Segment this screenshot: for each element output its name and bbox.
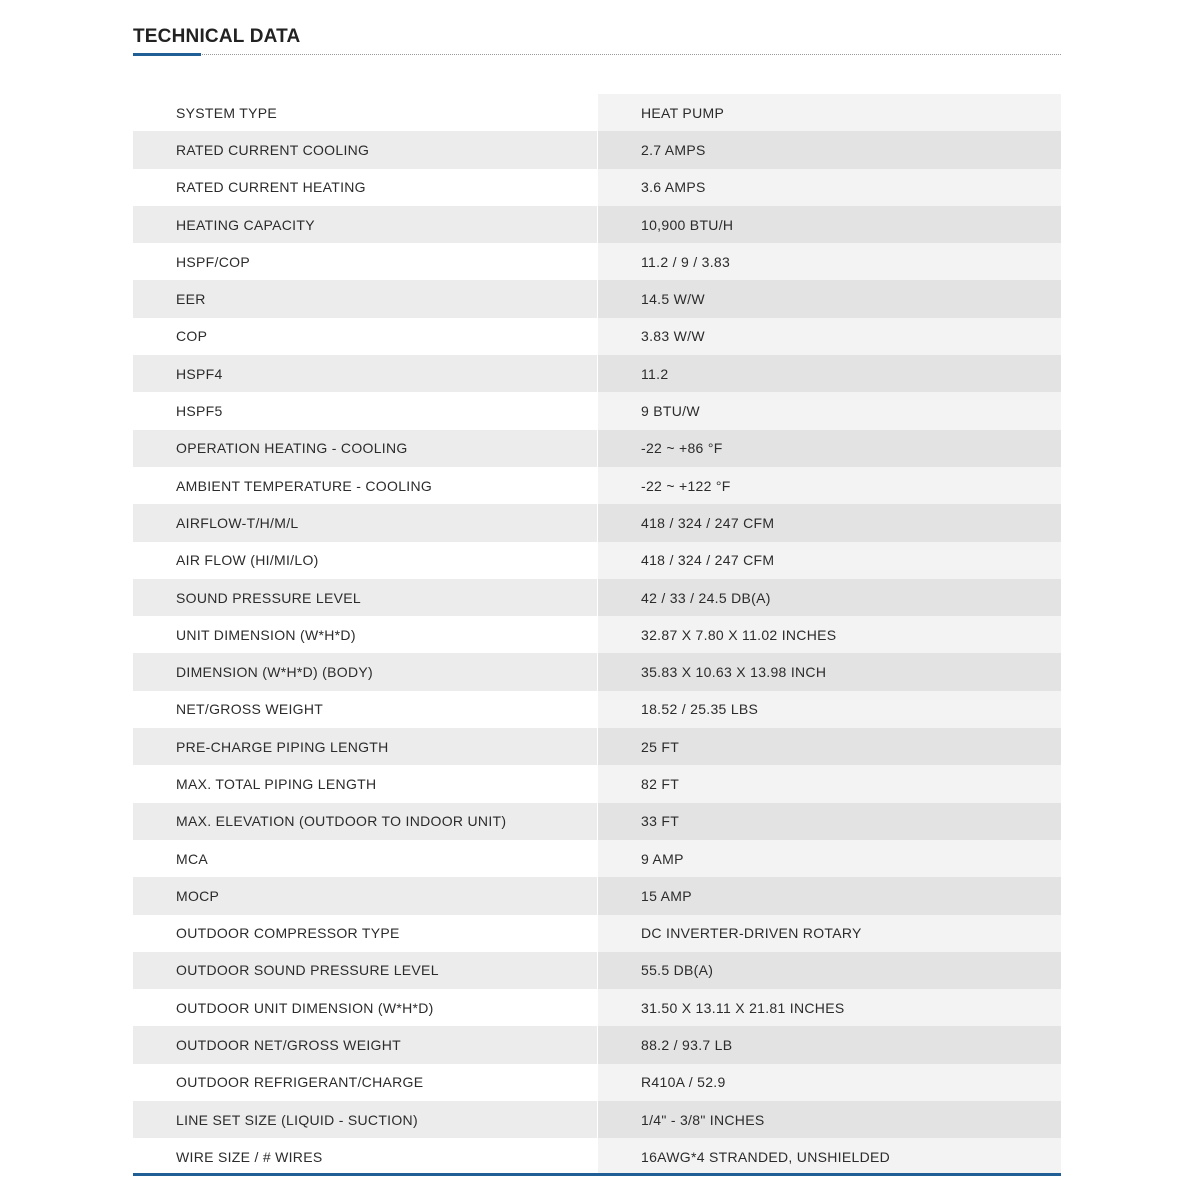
- spec-label: RATED CURRENT COOLING: [133, 131, 597, 168]
- spec-value: 418 / 324 / 247 CFM: [597, 542, 1061, 579]
- table-row: [133, 1138, 1061, 1175]
- spec-value: 35.83 X 10.63 X 13.98 INCH: [597, 653, 1061, 690]
- spec-value: -22 ~ +122 °F: [597, 467, 1061, 504]
- spec-value: DC INVERTER-DRIVEN ROTARY: [597, 915, 1061, 952]
- spec-label: HEATING CAPACITY: [133, 206, 597, 243]
- spec-label: SYSTEM TYPE: [133, 94, 597, 131]
- table-row: [133, 206, 1061, 243]
- table-row: [133, 691, 1061, 728]
- spec-label: WIRE SIZE / # WIRES: [133, 1138, 597, 1175]
- spec-value: 9 AMP: [597, 840, 1061, 877]
- spec-value: 18.52 / 25.35 LBS: [597, 691, 1061, 728]
- table-row: [133, 989, 1061, 1026]
- spec-value: 1/4" - 3/8" INCHES: [597, 1101, 1061, 1138]
- spec-value: 9 BTU/W: [597, 392, 1061, 429]
- spec-label: OUTDOOR COMPRESSOR TYPE: [133, 915, 597, 952]
- spec-value: 15 AMP: [597, 877, 1061, 914]
- spec-value: 11.2: [597, 355, 1061, 392]
- table-row: [133, 243, 1061, 280]
- spec-label: OUTDOOR SOUND PRESSURE LEVEL: [133, 952, 597, 989]
- spec-label: DIMENSION (W*H*D) (BODY): [133, 653, 597, 690]
- spec-value: 31.50 X 13.11 X 21.81 INCHES: [597, 989, 1061, 1026]
- spec-label: LINE SET SIZE (LIQUID - SUCTION): [133, 1101, 597, 1138]
- spec-label: MAX. ELEVATION (OUTDOOR TO INDOOR UNIT): [133, 803, 597, 840]
- spec-value: 11.2 / 9 / 3.83: [597, 243, 1061, 280]
- spec-label: MAX. TOTAL PIPING LENGTH: [133, 765, 597, 802]
- spec-value: HEAT PUMP: [597, 94, 1061, 131]
- table-row: [133, 542, 1061, 579]
- spec-label: HSPF5: [133, 392, 597, 429]
- spec-label: OUTDOOR UNIT DIMENSION (W*H*D): [133, 989, 597, 1026]
- spec-label: HSPF4: [133, 355, 597, 392]
- spec-label: OUTDOOR NET/GROSS WEIGHT: [133, 1026, 597, 1063]
- spec-value: -22 ~ +86 °F: [597, 430, 1061, 467]
- section-header: [133, 24, 1061, 57]
- table-row: [133, 877, 1061, 914]
- spec-label: OPERATION HEATING - COOLING: [133, 430, 597, 467]
- spec-label: AIR FLOW (HI/MI/LO): [133, 542, 597, 579]
- spec-label: COP: [133, 318, 597, 355]
- table-row: [133, 915, 1061, 952]
- spec-value: 55.5 DB(A): [597, 952, 1061, 989]
- table-row: [133, 131, 1061, 168]
- spec-label: EER: [133, 280, 597, 317]
- table-row: [133, 94, 1061, 131]
- table-row: [133, 803, 1061, 840]
- technical-data-table: [133, 94, 1061, 1176]
- table-row: [133, 355, 1061, 392]
- table-row: [133, 392, 1061, 429]
- spec-value: 2.7 AMPS: [597, 131, 1061, 168]
- table-row: [133, 616, 1061, 653]
- spec-label: OUTDOOR REFRIGERANT/CHARGE: [133, 1064, 597, 1101]
- table-row: [133, 579, 1061, 616]
- spec-value: 3.83 W/W: [597, 318, 1061, 355]
- table-row: [133, 169, 1061, 206]
- spec-value: 14.5 W/W: [597, 280, 1061, 317]
- title-divider: [133, 54, 1061, 55]
- spec-label: UNIT DIMENSION (W*H*D): [133, 616, 597, 653]
- spec-label: HSPF/COP: [133, 243, 597, 280]
- table-bottom-divider: [133, 1173, 1061, 1176]
- spec-value: 16AWG*4 STRANDED, UNSHIELDED: [597, 1138, 1061, 1175]
- table-row: [133, 504, 1061, 541]
- spec-value: 33 FT: [597, 803, 1061, 840]
- spec-value: 25 FT: [597, 728, 1061, 765]
- table-row: [133, 1026, 1061, 1063]
- spec-value: 88.2 / 93.7 LB: [597, 1026, 1061, 1063]
- table-row: [133, 280, 1061, 317]
- table-row: [133, 840, 1061, 877]
- spec-value: 3.6 AMPS: [597, 169, 1061, 206]
- spec-value: R410A / 52.9: [597, 1064, 1061, 1101]
- spec-label: AIRFLOW-T/H/M/L: [133, 504, 597, 541]
- table-row: [133, 765, 1061, 802]
- table-row: [133, 467, 1061, 504]
- table-row: [133, 1064, 1061, 1101]
- spec-label: PRE-CHARGE PIPING LENGTH: [133, 728, 597, 765]
- spec-label: MCA: [133, 840, 597, 877]
- table-row: [133, 318, 1061, 355]
- table-row: [133, 430, 1061, 467]
- spec-label: AMBIENT TEMPERATURE - COOLING: [133, 467, 597, 504]
- spec-value: 82 FT: [597, 765, 1061, 802]
- spec-value: 10,900 BTU/H: [597, 206, 1061, 243]
- spec-label: RATED CURRENT HEATING: [133, 169, 597, 206]
- title-accent-bar: [133, 53, 201, 56]
- spec-label: NET/GROSS WEIGHT: [133, 691, 597, 728]
- table-row: [133, 1101, 1061, 1138]
- spec-label: SOUND PRESSURE LEVEL: [133, 579, 597, 616]
- spec-value: 418 / 324 / 247 CFM: [597, 504, 1061, 541]
- table-row: [133, 653, 1061, 690]
- spec-value: 32.87 X 7.80 X 11.02 INCHES: [597, 616, 1061, 653]
- spec-label: MOCP: [133, 877, 597, 914]
- table-row: [133, 728, 1061, 765]
- page-title: TECHNICAL DATA: [133, 26, 301, 47]
- table-row: [133, 952, 1061, 989]
- spec-value: 42 / 33 / 24.5 DB(A): [597, 579, 1061, 616]
